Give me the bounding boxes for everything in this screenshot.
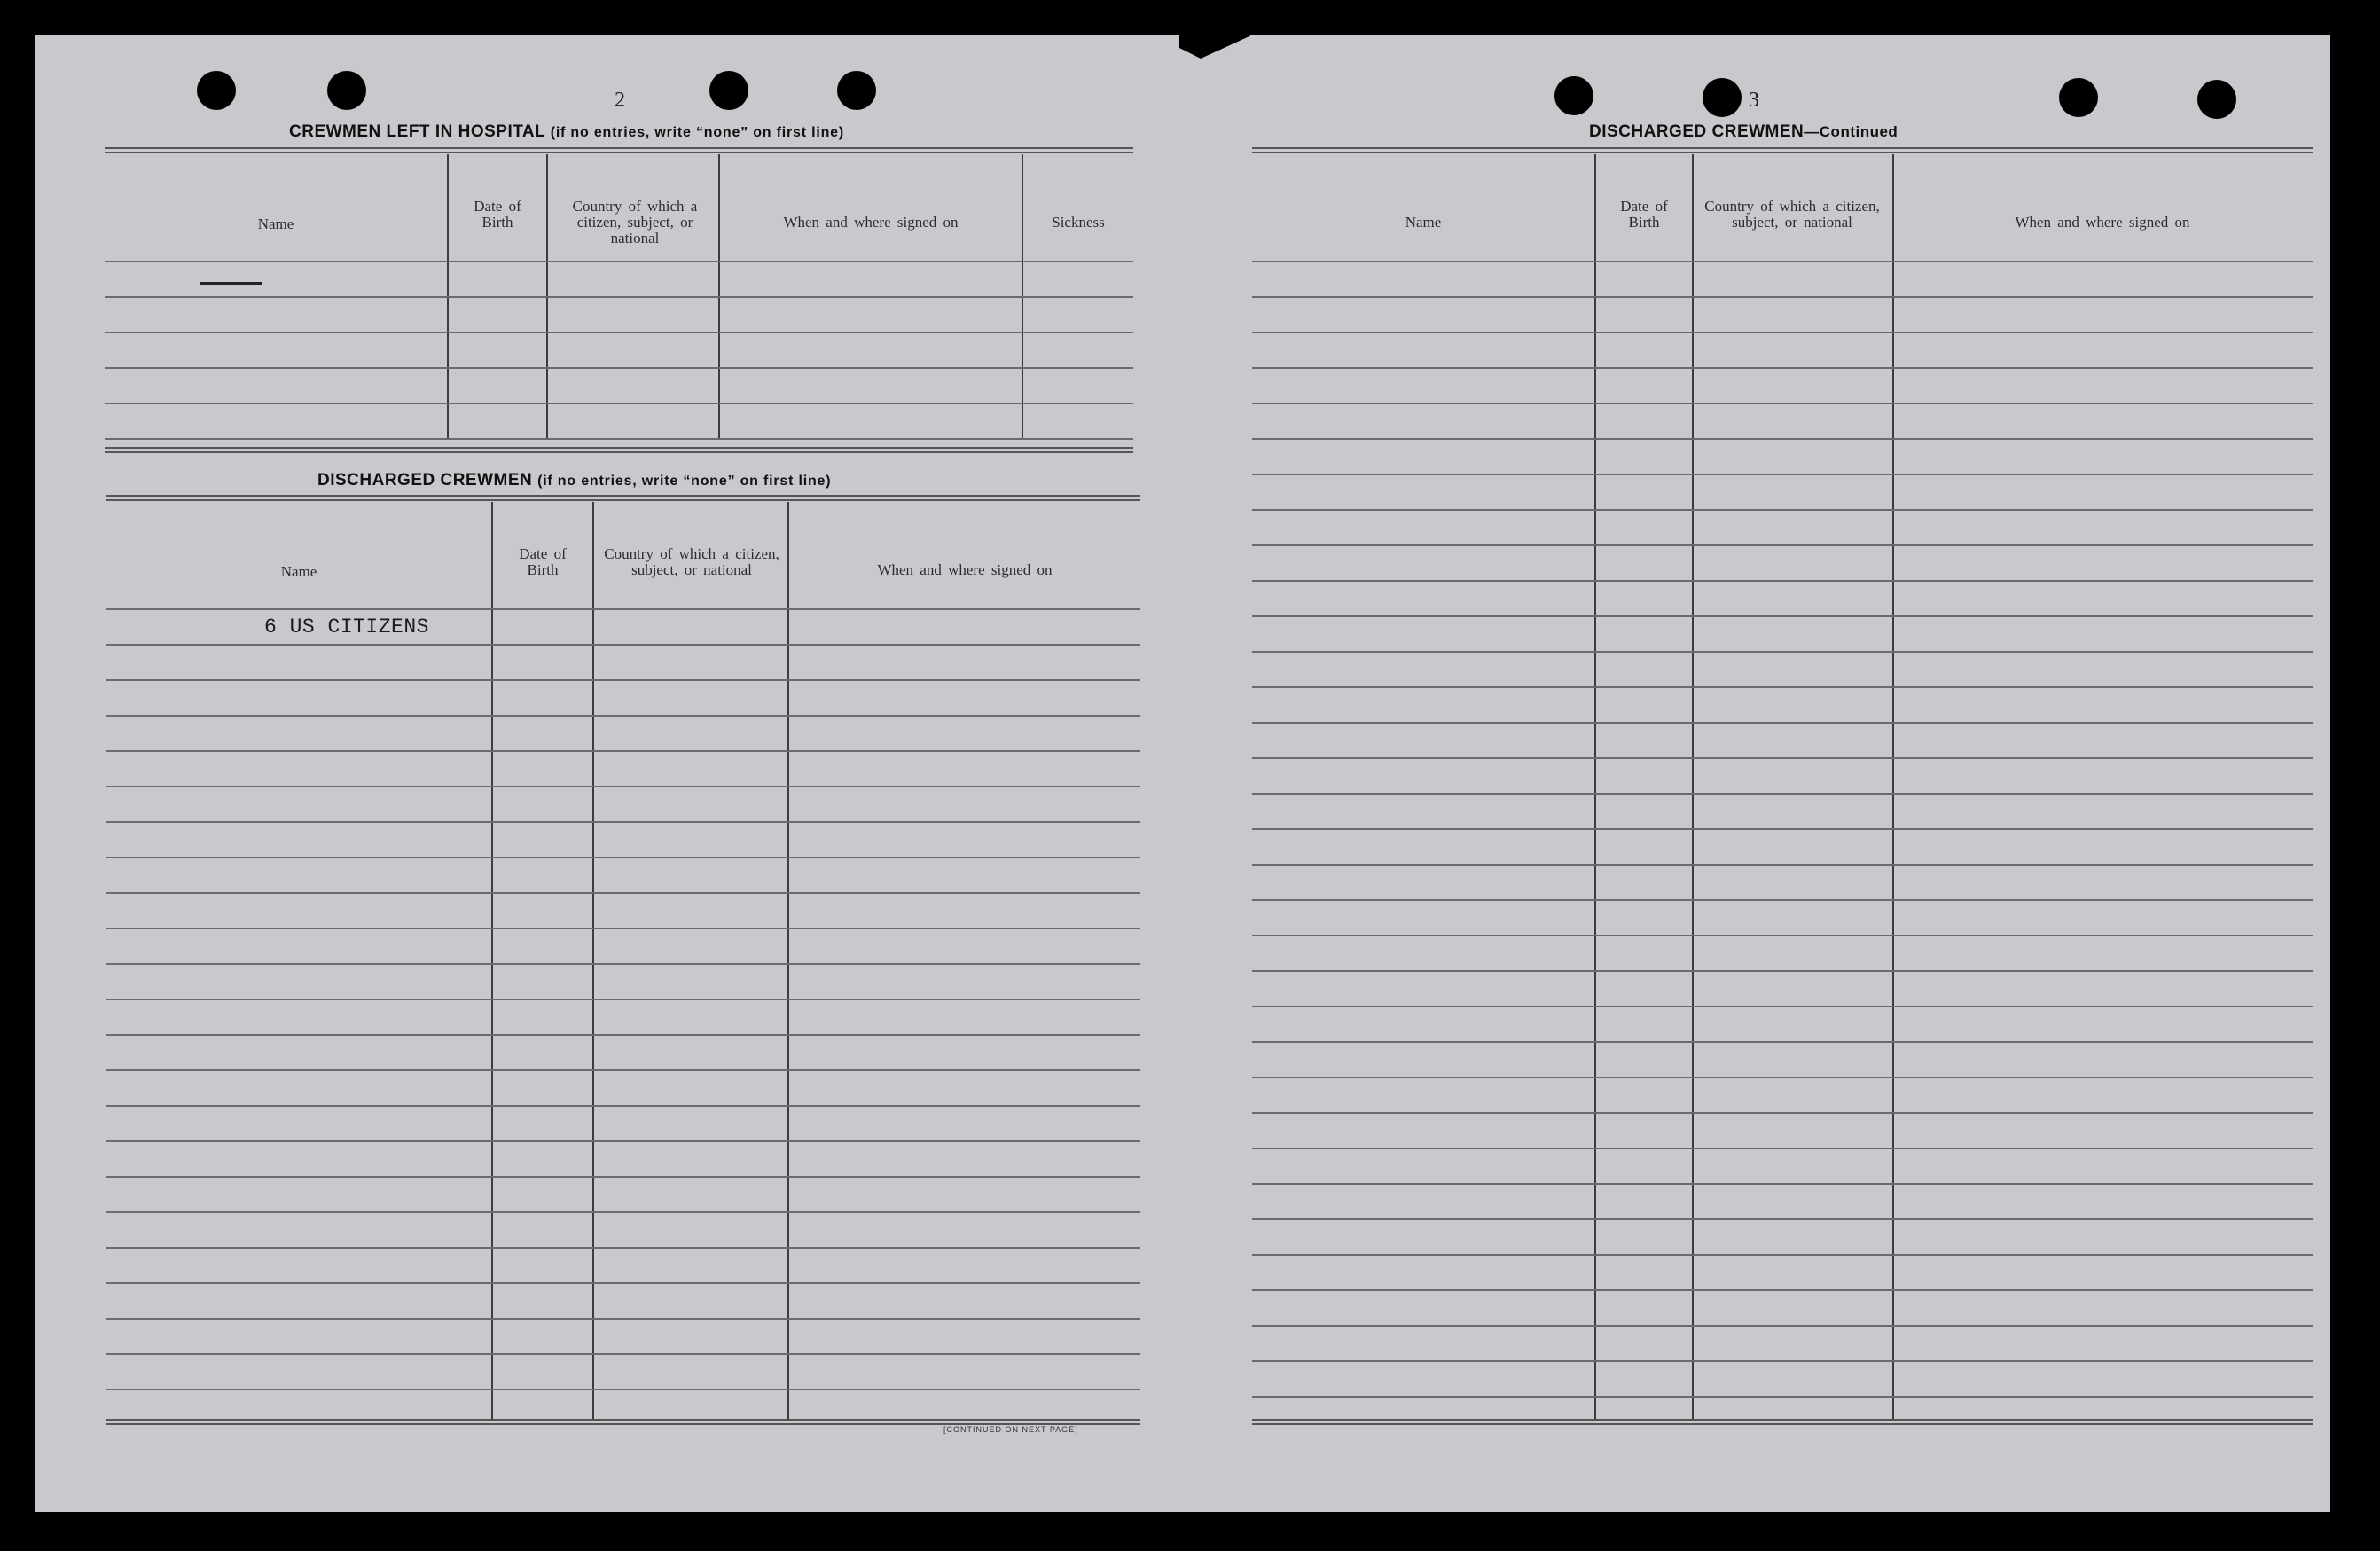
page-number-right: 3 [1749,89,1759,112]
hospital-table [105,147,1133,488]
page-number-left: 2 [615,89,625,112]
hospital-col-name: Name [257,215,294,232]
punch-hole [197,71,236,110]
discharged-section-title [317,471,831,490]
discharged-col-country: Country of which a citizen, subject, or national [604,545,779,578]
continued-title-text: DISCHARGED CREWMEN [1589,122,1805,141]
discharged-col-dob: Date of Birth [519,545,567,578]
hospital-title-text: CREWMEN LEFT IN HOSPITAL [289,122,545,141]
discharged-title-text: DISCHARGED CREWMEN [317,471,533,490]
discharged-col-signed-on: When and where signed on [877,561,1053,578]
hospital-col-signed-on: When and where signed on [783,214,959,231]
hospital-title-instruction: (if no entries, write “none” on first line) [550,125,844,140]
continued-title-suffix: —Continued [1804,123,1899,140]
continued-col-dob: Date of Birth [1620,198,1668,231]
hospital-col-sickness: Sickness [1052,214,1105,231]
hospital-col-dob: Date of Birth [474,198,521,231]
discharged-title-instruction: (if no entries, write “none” on first line) [537,474,832,489]
discharged-continued-table [1252,147,2313,1469]
punch-hole [2059,78,2098,117]
discharged-table [106,495,1140,1461]
punch-hole [2197,80,2236,119]
punch-hole [1703,78,1742,117]
continued-col-country: Country of which a citizen, subject, or national [1704,198,1880,231]
hospital-section-title [289,122,844,142]
discharged-entry-name: 6 US CITIZENS [264,615,429,638]
document-sheet [35,35,2330,1512]
hospital-none-dash [200,282,262,285]
continued-section-title [1589,122,1898,142]
continued-note: [CONTINUED ON NEXT PAGE] [943,1425,1078,1434]
continued-col-name: Name [1405,214,1442,231]
continued-col-signed-on: When and where signed on [2015,214,2190,231]
punch-hole [1554,76,1593,115]
discharged-col-name: Name [280,563,317,580]
punch-hole [709,71,748,110]
punch-hole [837,71,876,110]
hospital-col-country: Country of which a citizen, subject, or national [572,198,698,247]
punch-hole [327,71,366,110]
